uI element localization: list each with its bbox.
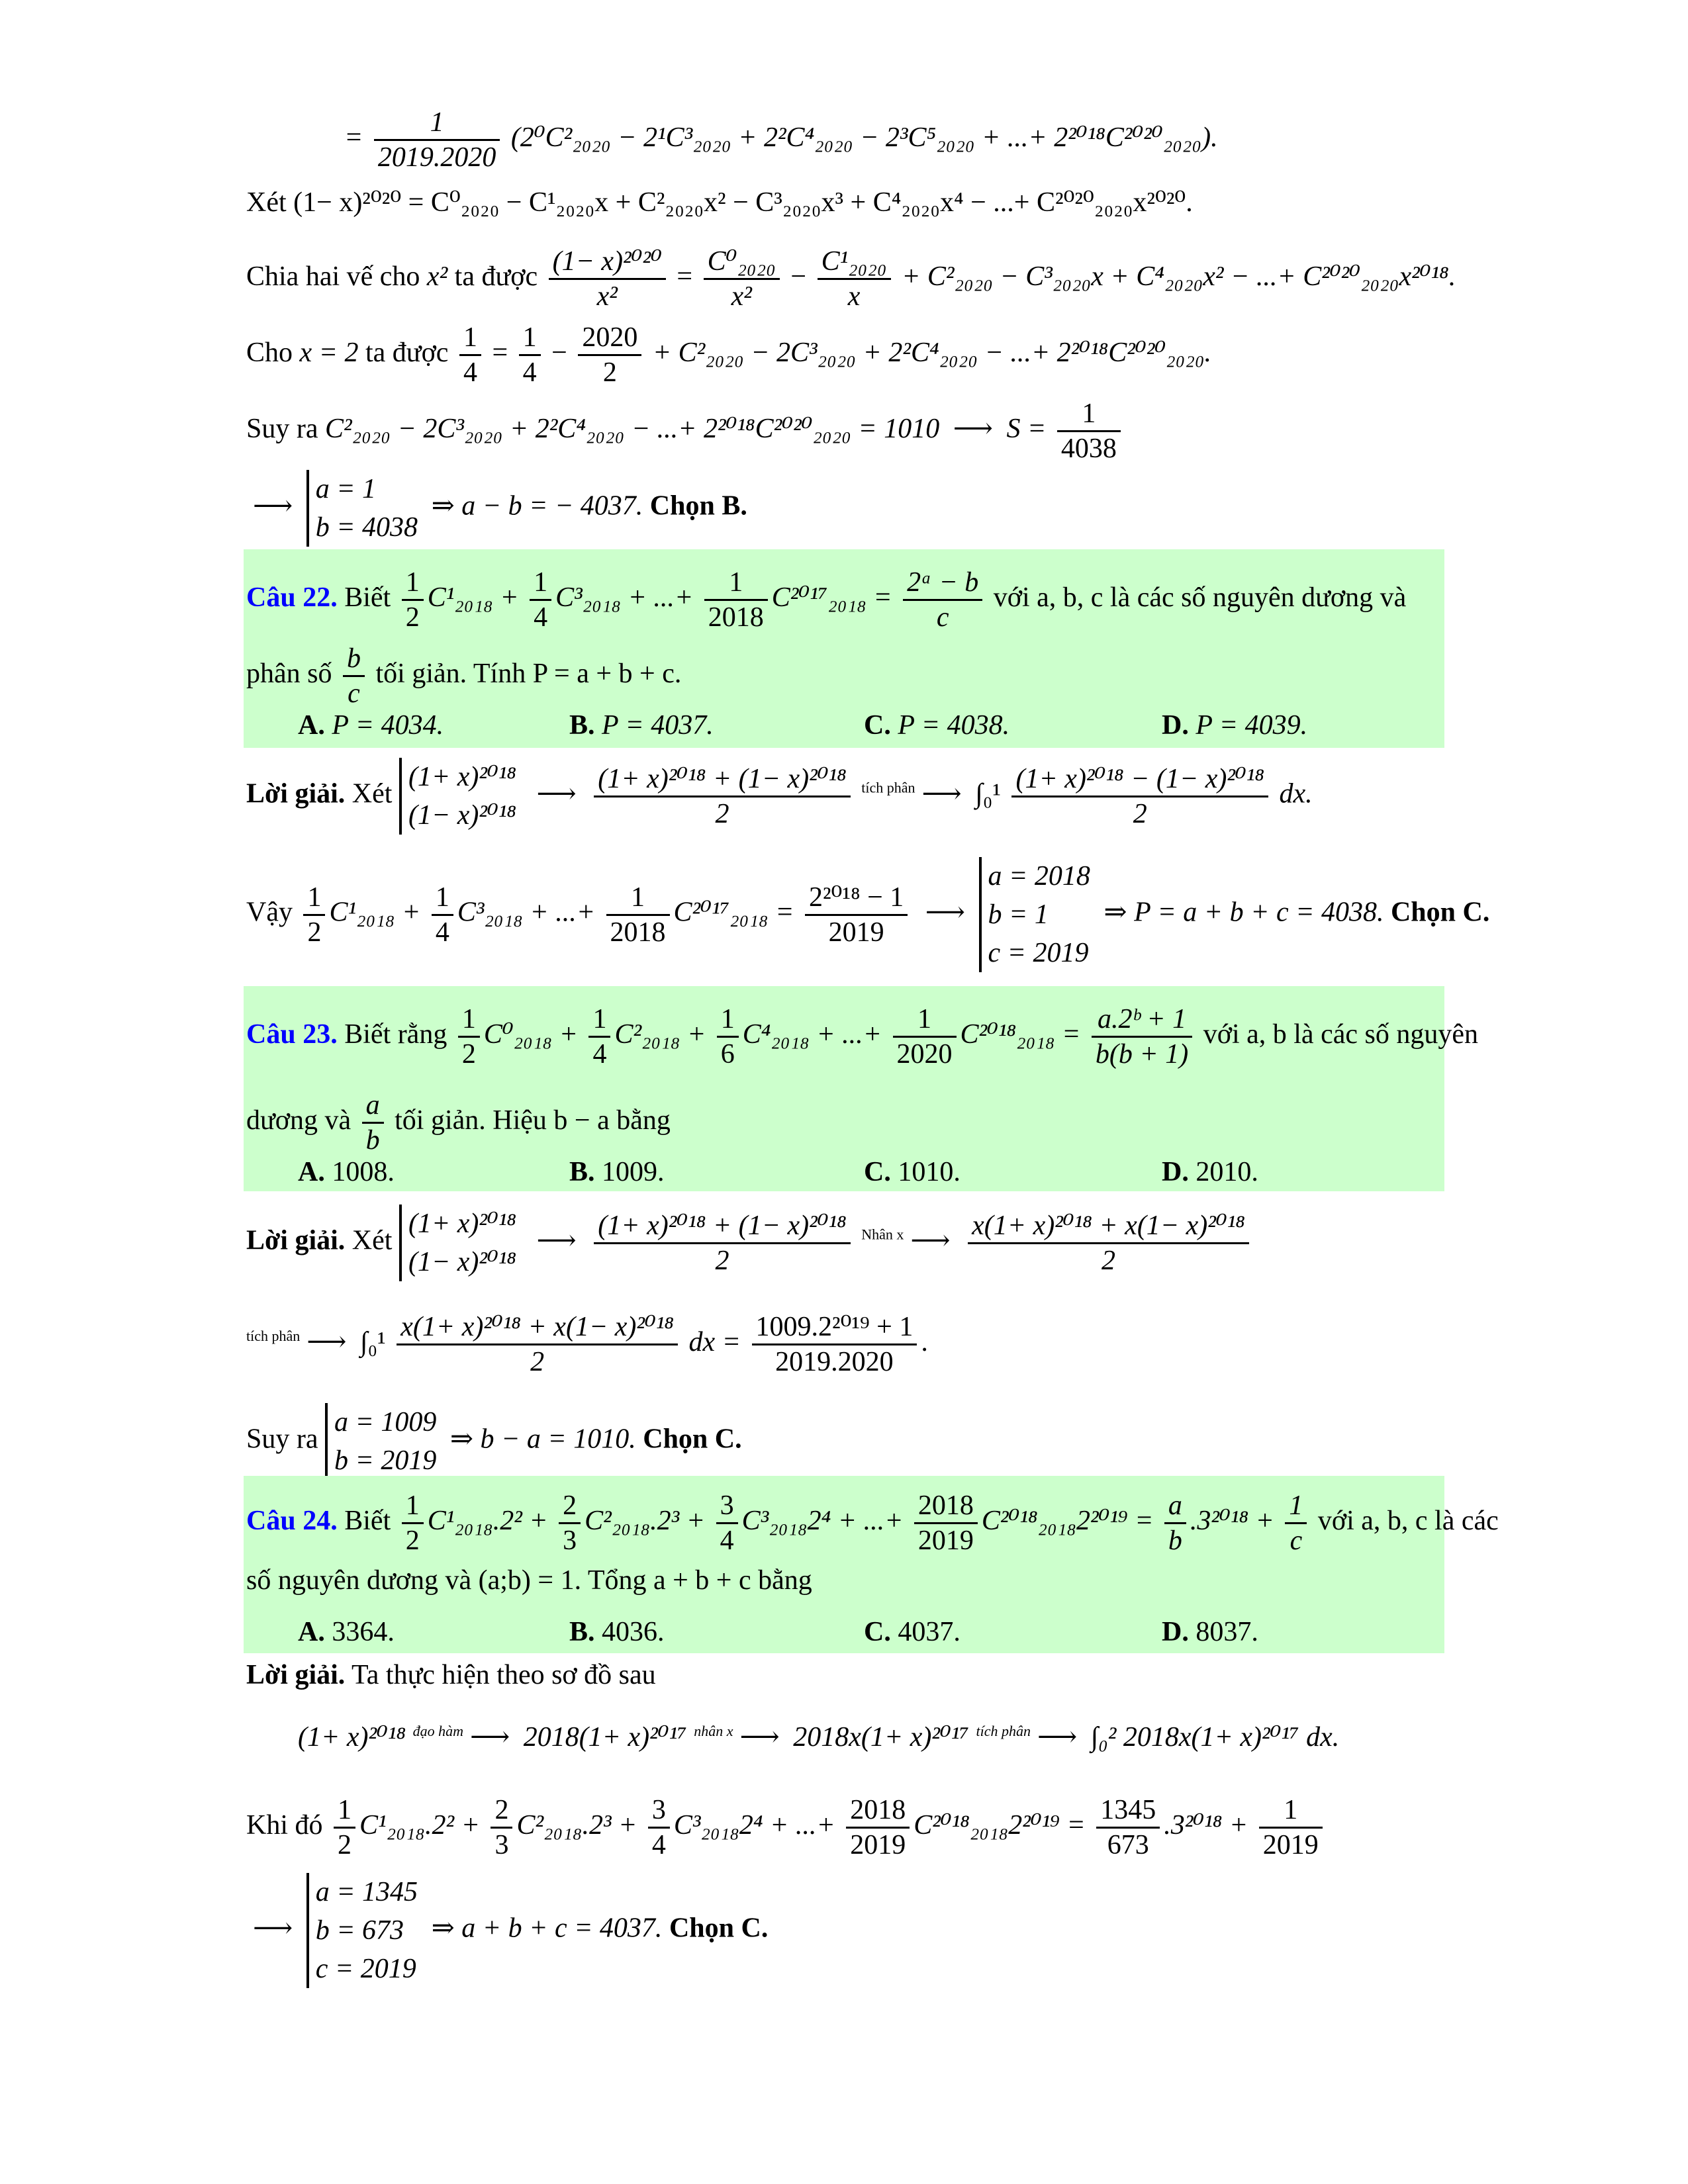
equals-sign: = (677, 261, 693, 293)
text: dương và (246, 1105, 352, 1136)
fraction: $\frac{a}{b}$ (362, 1089, 384, 1157)
math: a − b = − 4037. (461, 490, 643, 522)
arrow-icon: ⟶ (953, 414, 993, 445)
fraction: $\frac{1}{c}$ (1285, 1489, 1307, 1557)
text: Chia hai vế cho (246, 261, 420, 293)
text: với a, b, c là các (1317, 1506, 1499, 1537)
text: tối giản. Tính P = a + b + c. (375, 659, 682, 690)
solution-label: Lời giải. (246, 778, 346, 809)
math: a + b + c = 4037. (461, 1913, 663, 1944)
text: tối giản. Hiệu b − a bằng (395, 1105, 671, 1136)
fraction: $\frac{\text{C¹₂₀₂₀}}{x}$ (818, 245, 891, 313)
math: S = (1006, 414, 1047, 445)
minus-sign: − (790, 261, 807, 293)
system-brace: (1+ x)²⁰¹⁸ (1− x)²⁰¹⁸ (399, 758, 516, 835)
arrow-icon: ⟶ (739, 1722, 780, 1752)
solution-24-line-1 (246, 1658, 656, 1692)
text: Suy ra (246, 1424, 318, 1455)
option-b: B. 1009. (569, 1157, 665, 1187)
math: C²⁰¹⁷₂₀₁₈ = (673, 897, 794, 928)
operation-label: Nhân x (861, 1226, 904, 1243)
arrow-icon: ⟶ (1037, 1722, 1078, 1752)
math: C¹₂₀₁₈.2² + (359, 1810, 480, 1841)
question-24-line-2 (246, 1563, 812, 1598)
question-label: Câu 23. (246, 1019, 338, 1050)
fraction: $\frac{1}{2}$ (458, 1003, 480, 1071)
math: C¹₂₀₁₈ + (329, 897, 421, 928)
operation-label: tích phân (861, 779, 915, 796)
question-24-line-1 (246, 1489, 1499, 1557)
option-c: C. 4037. (864, 1617, 961, 1647)
integral-icon: ∫₀² (1090, 1722, 1117, 1752)
minus-sign: − (551, 338, 567, 369)
option-a: A. 1008. (298, 1157, 395, 1187)
option-b: B. 4036. (569, 1617, 665, 1647)
answer-choice: Chọn C. (669, 1913, 769, 1944)
arrow-icon: ⟶ (921, 778, 962, 809)
option-c: C. 1010. (864, 1157, 961, 1187)
fraction: $\frac{1}{4}$ (519, 321, 541, 389)
math: x² (426, 261, 448, 293)
option-c: C. P = 4038. (864, 710, 1010, 741)
eq-line-6 (246, 470, 747, 547)
solution-23-line-2 (246, 1310, 928, 1379)
fraction: $\frac{2}{3}$ (559, 1489, 581, 1557)
arrow-icon: ⟶ (536, 1225, 577, 1256)
operation-label: tích phân (976, 1723, 1031, 1739)
math: C³₂₀₁₈ + ...+ (555, 582, 694, 614)
math: C²⁰¹⁸₂₀₁₈2²⁰¹⁹ = (981, 1506, 1154, 1537)
math: C²₂₀₁₈ + (614, 1019, 706, 1050)
math: C⁴₂₀₁₈ + ...+ (742, 1019, 882, 1050)
math: b − a = 1010. (480, 1424, 636, 1455)
eq-line-1 (344, 106, 1218, 174)
arrow-icon: ⟶ (910, 1225, 951, 1256)
arrow-icon: ⟶ (306, 1327, 347, 1358)
fraction: $\frac{\text{2²⁰¹⁸ − 1}}{2019}$ (805, 881, 908, 949)
math: C²⁰¹⁸₂₀₁₈ = (960, 1019, 1081, 1050)
text: Cho (246, 338, 293, 369)
text: Suy ra (246, 414, 318, 445)
fraction: $\frac{2}{3}$ (491, 1794, 512, 1862)
math: x = 2 (299, 338, 359, 369)
fraction: $\frac{1}{4}$ (530, 566, 551, 634)
fraction: $\frac{\text{2ᵃ − b}}{c}$ (903, 566, 982, 634)
text: Xét (352, 1225, 393, 1256)
math: C¹₂₀₁₈ + (427, 582, 519, 614)
fraction: $\frac{1}{2020}$ (893, 1003, 957, 1071)
eq-line-4 (246, 321, 1211, 389)
math: C²₂₀₂₀ − 2C³₂₀₂₀ + 2²C⁴₂₀₂₀ − ...+ 2²⁰¹⁸C²⁰²⁰₂₀₂₀ = 1010 (325, 414, 940, 445)
solution-23-line-3 (246, 1403, 742, 1480)
text: phân số (246, 659, 332, 690)
math: C³₂₀₁₈ + ...+ (457, 897, 596, 928)
text: Biết (344, 582, 391, 614)
fraction: $\frac{\text{(1+ x)²⁰¹⁸ − (1− x)²⁰¹⁸}}{2}$ (1011, 762, 1268, 831)
fraction: $\frac{2018}{2019}$ (846, 1794, 910, 1862)
option-a: A. 3364. (298, 1617, 395, 1647)
integral-icon: ∫₀¹ (359, 1327, 386, 1358)
fraction: $\frac{\text{C⁰₂₀₂₀}}{\text{x²}}$ (704, 245, 780, 313)
solution-label: Lời giải. (246, 1660, 346, 1690)
solution-22-line-1 (246, 758, 1313, 835)
system-brace: a = 1 b = 4038 (306, 470, 418, 547)
eq-line-3 (246, 245, 1456, 313)
math: C⁰₂₀₁₈ + (483, 1019, 578, 1050)
text: ta được (365, 338, 449, 369)
math: 2018x(1+ x)²⁰¹⁷ dx. (1123, 1722, 1340, 1752)
fraction: $\frac{b}{c}$ (343, 642, 365, 710)
question-22-line-1 (246, 566, 1406, 634)
math: .3²⁰¹⁸ + (1190, 1506, 1274, 1537)
fraction: $\frac{\text{a.2ᵇ + 1}}{b(b + 1)}$ (1092, 1003, 1192, 1071)
question-label: Câu 22. (246, 582, 338, 614)
option-d: D. 2010. (1162, 1157, 1258, 1187)
question-22-line-2 (246, 642, 681, 710)
implies-icon: ⇒ (431, 490, 455, 522)
eq-line-5 (246, 397, 1125, 465)
fraction: $\frac{1}{4}$ (588, 1003, 610, 1071)
fraction: $\frac{\text{(1+ x)²⁰¹⁸ + (1− x)²⁰¹⁸}}{2}$ (594, 762, 851, 831)
text: . (921, 1327, 928, 1358)
question-23-line-2 (246, 1089, 671, 1157)
system-brace: a = 1345 b = 673 c = 2019 (306, 1873, 418, 1988)
fraction: $\frac{3}{4}$ (716, 1489, 738, 1557)
answer-choice: Chọn C. (643, 1424, 742, 1455)
arrow-icon: ⟶ (253, 1913, 293, 1944)
text: Biết (344, 1506, 391, 1537)
eq-line-2 (246, 185, 1193, 220)
text: số nguyên dương và (a;b) = 1. Tổng a + b + c bằng (246, 1565, 812, 1596)
option-b: B. P = 4037. (569, 710, 714, 741)
operation-label: đạo hàm (412, 1723, 463, 1739)
solution-24-line-2 (246, 1794, 1327, 1862)
math: C³₂₀₁₈2⁴ + ...+ (741, 1506, 904, 1537)
text: với a, b, c là các số nguyên dương và (993, 582, 1407, 614)
fraction: $\frac{1345}{673}$ (1096, 1794, 1160, 1862)
system-brace: (1+ x)²⁰¹⁸ (1− x)²⁰¹⁸ (399, 1205, 516, 1281)
text: ta được (454, 261, 538, 293)
arrow-icon: ⟶ (253, 490, 293, 522)
math: + C²₂₀₂₀ − 2C³₂₀₂₀ + 2²C⁴₂₀₂₀ − ...+ 2²⁰¹⁸C²⁰²⁰₂₀₂₀. (652, 338, 1212, 369)
text: Vậy (246, 897, 293, 928)
solution-24-line-3 (246, 1873, 768, 1988)
math: C²⁰¹⁸₂₀₁₈2²⁰¹⁹ = (914, 1810, 1086, 1841)
text: Ta thực hiện theo sơ đồ sau (352, 1660, 656, 1690)
text: Khi đó (246, 1810, 323, 1841)
math: C²₂₀₁₈.2³ + (585, 1506, 706, 1537)
fraction: $\frac{1}{4038}$ (1057, 397, 1121, 465)
operation-label: tích phân (246, 1328, 301, 1345)
option-d: D. P = 4039. (1162, 710, 1308, 741)
math: dx = (688, 1327, 741, 1358)
fraction: $\frac{\text{(1− x)²⁰²⁰}}{\text{x²}}$ (549, 245, 666, 313)
fraction: $\frac{1}{4}$ (459, 321, 481, 389)
operation-label: nhân x (694, 1723, 733, 1739)
text: Xét (352, 778, 393, 809)
math: dx. (1279, 778, 1313, 809)
equals-sign: = (344, 122, 363, 154)
math: P = a + b + c = 4038. (1134, 897, 1384, 928)
fraction: $\frac{2018}{2019}$ (914, 1489, 978, 1557)
arrow-icon: ⟶ (469, 1722, 510, 1752)
fraction: $\frac{3}{4}$ (648, 1794, 670, 1862)
arrow-icon: ⟶ (925, 897, 966, 928)
sum-expression: (2⁰C²₂₀₂₀ − 2¹C³₂₀₂₀ + 2²C⁴₂₀₂₀ − 2³C⁵₂₀₂₀ + ...+ 2²⁰¹⁸C²⁰²⁰₂₀₂₀). (510, 122, 1218, 154)
math: 2018x(1+ x)²⁰¹⁷ (793, 1722, 969, 1752)
math: C¹₂₀₁₈.2² + (427, 1506, 548, 1537)
fraction: $\frac{a}{b}$ (1164, 1489, 1186, 1557)
solution-label: Lời giải. (246, 1225, 346, 1256)
math: (1+ x)²⁰¹⁸ (298, 1722, 406, 1752)
equals-sign: = (492, 338, 508, 369)
fraction: $\frac{\text{x(1+ x)²⁰¹⁸ + x(1− x)²⁰¹⁸}}{2}$ (968, 1209, 1249, 1277)
integral-icon: ∫₀¹ (975, 778, 1001, 809)
fraction: $\frac{2020}{2}$ (578, 321, 641, 389)
math: .3²⁰¹⁸ + (1164, 1810, 1248, 1841)
text: với a, b là các số nguyên (1203, 1019, 1478, 1050)
solution-22-line-2 (246, 857, 1489, 972)
fraction: $\frac{1}{2}$ (402, 1489, 424, 1557)
question-23-line-1 (246, 1003, 1478, 1071)
answer-choice: Chọn B. (649, 490, 747, 522)
fraction: $\frac{1}{2018}$ (606, 881, 670, 949)
fraction: $\frac{1}{6}$ (717, 1003, 739, 1071)
system-brace: a = 2018 b = 1 c = 2019 (979, 857, 1090, 972)
fraction: $\frac{\text{x(1+ x)²⁰¹⁸ + x(1− x)²⁰¹⁸}}{2}$ (397, 1310, 678, 1379)
math: C³₂₀₁₈2⁴ + ...+ (673, 1810, 835, 1841)
implies-icon: ⇒ (449, 1424, 474, 1455)
option-d: D. 8037. (1162, 1617, 1258, 1647)
fraction: $\frac{\text{(1+ x)²⁰¹⁸ + (1− x)²⁰¹⁸}}{2}$ (594, 1209, 851, 1277)
math: C²⁰¹⁷₂₀₁₈ = (771, 582, 892, 614)
fraction: $\frac{1}{2}$ (303, 881, 325, 949)
solution-24-diagram (298, 1714, 1339, 1754)
answer-choice: Chọn C. (1390, 897, 1490, 928)
fraction: $\frac{1}{4}$ (432, 881, 453, 949)
implies-icon: ⇒ (1103, 897, 1127, 928)
fraction: $\frac{\text{1009.2²⁰¹⁹ + 1}}{2019.2020}$ (752, 1310, 917, 1379)
solution-23-line-1 (246, 1205, 1253, 1281)
fraction: $\frac{1}{2}$ (334, 1794, 355, 1862)
implies-icon: ⇒ (431, 1913, 455, 1944)
fraction: $\frac{1}{2018}$ (704, 566, 768, 634)
text: Biết rằng (344, 1019, 447, 1050)
math: C²₂₀₁₈.2³ + (516, 1810, 637, 1841)
arrow-icon: ⟶ (536, 778, 577, 809)
fraction: $\frac{1}{2}$ (402, 566, 424, 634)
math: + C²₂₀₂₀ − C³₂₀₂₀x + C⁴₂₀₂₀x² − ...+ C²⁰²⁰₂₀₂₀x²⁰¹⁸. (902, 261, 1456, 293)
option-a: A. P = 4034. (298, 710, 444, 741)
math: 2018(1+ x)²⁰¹⁷ (523, 1722, 687, 1752)
question-label: Câu 24. (246, 1506, 338, 1537)
fraction: $\frac{1}{2019.2020}$ (374, 106, 500, 174)
expansion-text: Xét (1− x)²⁰²⁰ = C⁰₂₀₂₀ − C¹₂₀₂₀x + C²₂₀₂₀x² − C³₂₀₂₀x³ + C⁴₂₀₂₀x⁴ − ...+ C²⁰²⁰₂₀₂₀x²⁰²⁰. (246, 187, 1193, 218)
fraction: $\frac{1}{2019}$ (1259, 1794, 1323, 1862)
system-brace: a = 1009 b = 2019 (325, 1403, 436, 1480)
